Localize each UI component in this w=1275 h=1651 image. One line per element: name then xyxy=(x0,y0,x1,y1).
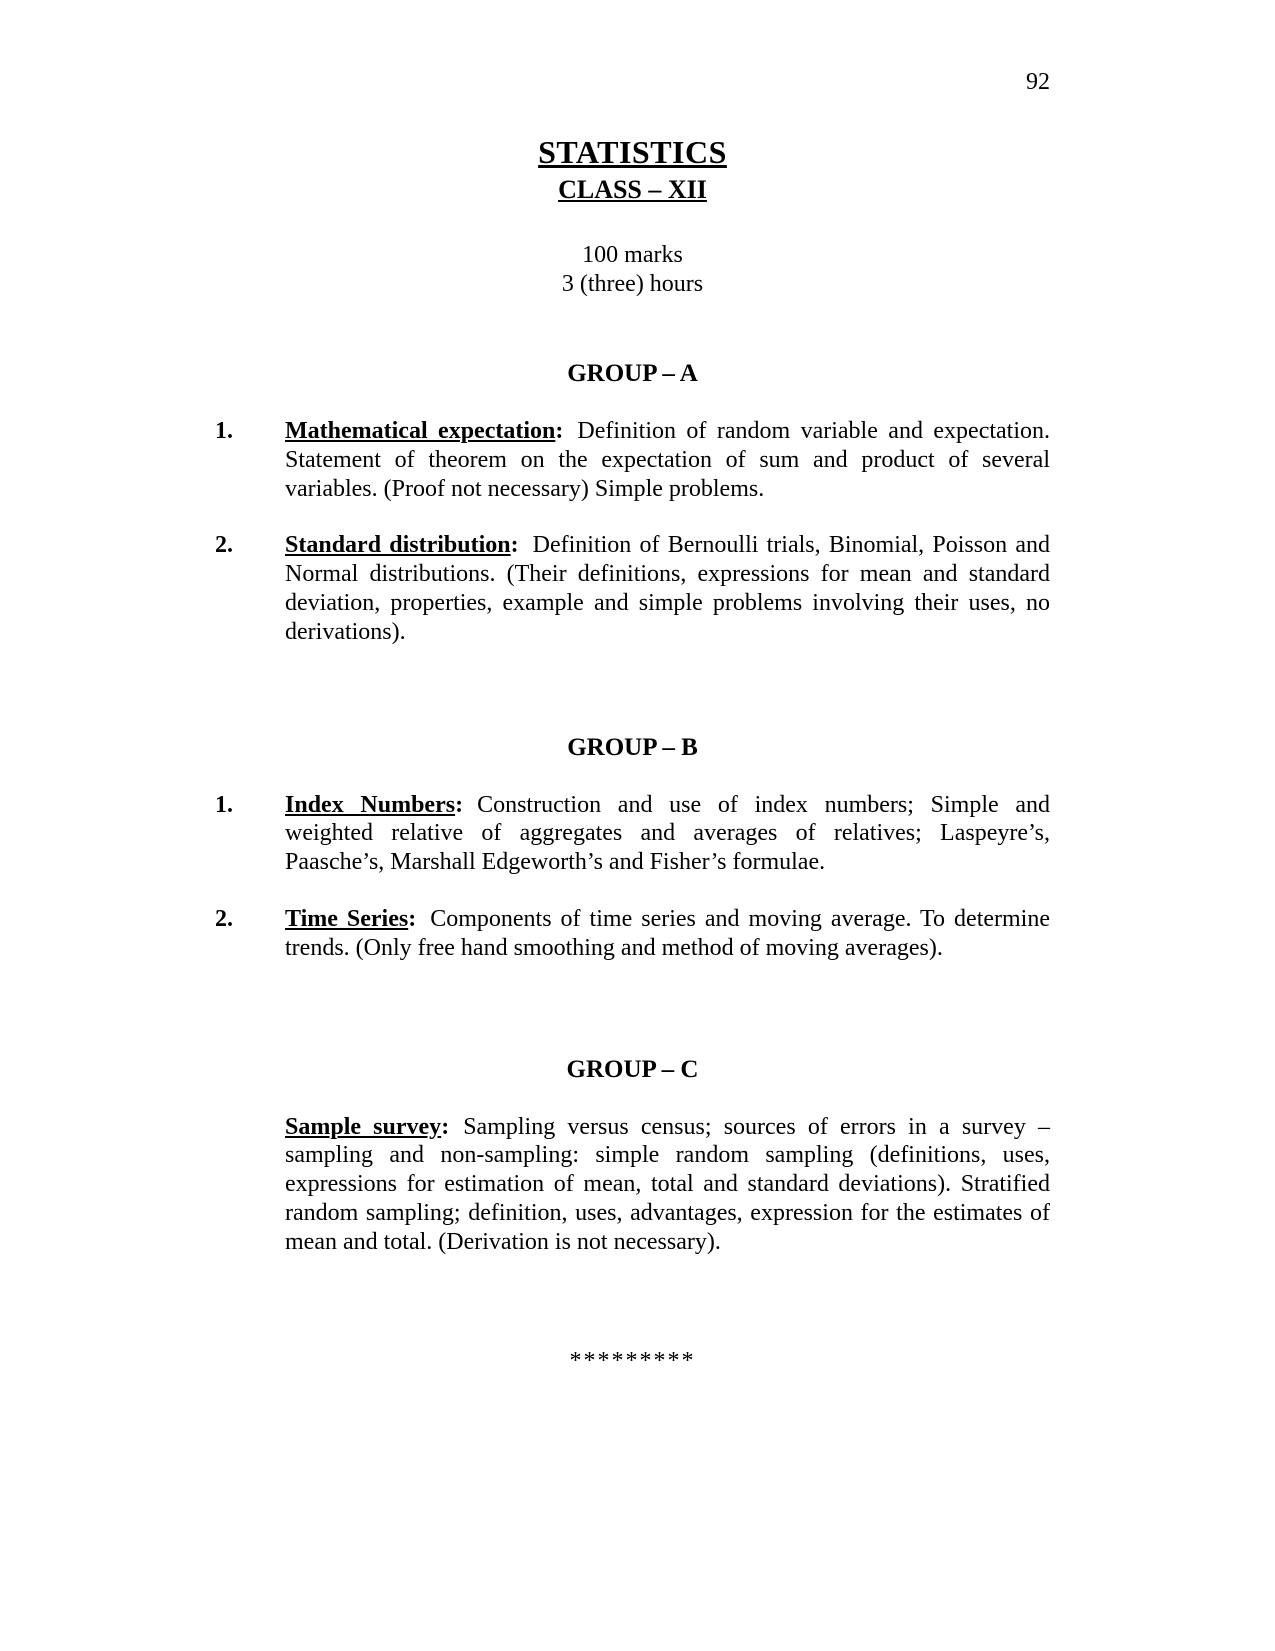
item-term: Sample survey xyxy=(285,1113,442,1140)
item-number: 2. xyxy=(215,905,233,932)
group-b-heading: GROUP – B xyxy=(567,733,698,761)
item-term: Standard distribution xyxy=(285,532,511,559)
exam-meta xyxy=(215,241,1050,299)
item-text: Sampling versus census; sources of errors in a survey – sampling and non-sampling: simple random sampling (definitions, uses, expressions for estimation of mean, total and standard deviations). Stratified random sampling; definition, uses, advantages, expression for the estimates of mean and total. (Derivation is not necessary). xyxy=(285,1113,1050,1255)
item-term: Time Series xyxy=(285,905,409,932)
item-colon: : xyxy=(455,791,464,818)
syllabus-item-b1 xyxy=(215,791,1050,877)
item-term: Mathematical expectation xyxy=(285,417,556,444)
item-body xyxy=(285,1113,1050,1257)
item-text: Definition of random variable and expectation. Statement of theorem on the expectation of sum and product of several variables. (Proof not necessary) Simple problems. xyxy=(285,417,1050,502)
item-term: Index Numbers xyxy=(285,791,456,818)
item-body xyxy=(285,905,1050,963)
doc-title: STATISTICS xyxy=(538,133,727,170)
item-colon: : xyxy=(441,1113,450,1140)
syllabus-item-a1 xyxy=(215,417,1050,503)
page-number: 92 xyxy=(1026,69,1050,95)
item-colon: : xyxy=(408,905,417,932)
duration-line: 3 (three) hours xyxy=(561,271,704,298)
footer-stars: ********* xyxy=(569,1347,696,1374)
item-body xyxy=(285,791,1050,877)
item-number: 1. xyxy=(215,791,233,818)
item-number: 2. xyxy=(215,532,233,559)
group-a-section xyxy=(215,359,1050,647)
item-text: Construction and use of index numbers; Simple and weighted relative of aggregates and averages of relatives; Laspeyre’s, Paasche’s, Marshall Edgeworth’s and Fisher’s formulae. xyxy=(285,791,1050,876)
item-number xyxy=(215,1113,285,1257)
group-c-heading: GROUP – C xyxy=(566,1055,699,1083)
item-body xyxy=(285,531,1050,646)
marks-line: 100 marks xyxy=(582,242,683,269)
syllabus-item-b2 xyxy=(215,905,1050,963)
syllabus-item-a2 xyxy=(215,531,1050,646)
item-colon: : xyxy=(510,532,519,559)
group-a-heading: GROUP – A xyxy=(567,359,698,387)
item-body xyxy=(285,417,1050,503)
item-text: Components of time series and moving average. To determine trends. (Only free hand smoothing and method of moving averages). xyxy=(285,905,1050,961)
group-c-section xyxy=(215,1055,1050,1257)
syllabus-item-c1 xyxy=(215,1113,1050,1257)
group-b-section xyxy=(215,733,1050,963)
item-number: 1. xyxy=(215,417,233,444)
item-colon: : xyxy=(555,417,564,444)
doc-subtitle: CLASS – XII xyxy=(558,175,707,205)
item-text: Definition of Bernoulli trials, Binomial, Poisson and Normal distributions. (Their definitions, expressions for mean and standard deviation, properties, example and simple problems involving their uses, no derivations). xyxy=(285,532,1050,645)
